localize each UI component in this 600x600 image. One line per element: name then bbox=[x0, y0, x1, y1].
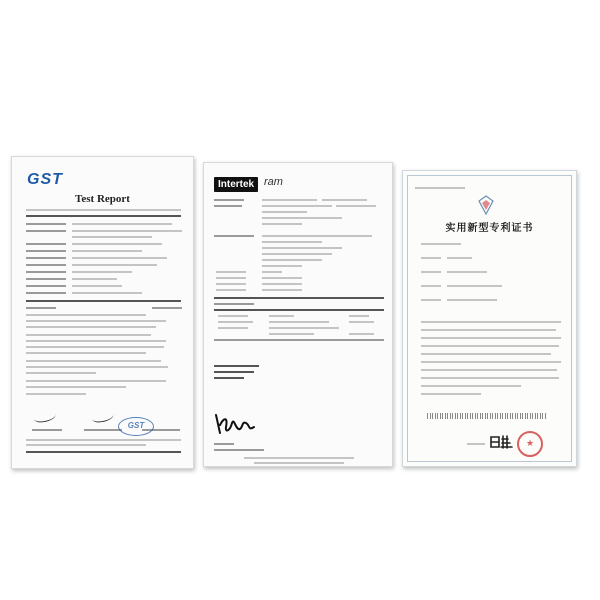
gst-stamp-text: GST bbox=[127, 421, 145, 430]
barcode bbox=[427, 413, 547, 419]
gst-test-report-document bbox=[11, 156, 194, 469]
director-signature bbox=[489, 433, 515, 449]
gst-logo: GST bbox=[27, 171, 63, 188]
signature-2 bbox=[91, 410, 114, 424]
gst-stamp bbox=[118, 417, 154, 436]
red-official-seal bbox=[517, 431, 543, 457]
certificate-number bbox=[415, 187, 465, 189]
intertek-test-report-document bbox=[203, 162, 393, 467]
ram-brand-mark: ram bbox=[264, 176, 283, 188]
signature-1 bbox=[33, 410, 56, 424]
gst-report-title: Test Report bbox=[75, 193, 130, 205]
handwritten-signature bbox=[212, 411, 256, 437]
intertek-logo: Intertek bbox=[214, 177, 258, 192]
patent-certificate-title: 实用新型专利证书 bbox=[445, 223, 534, 234]
patent-office-emblem-icon bbox=[477, 195, 495, 215]
utility-patent-certificate-document bbox=[402, 170, 577, 467]
